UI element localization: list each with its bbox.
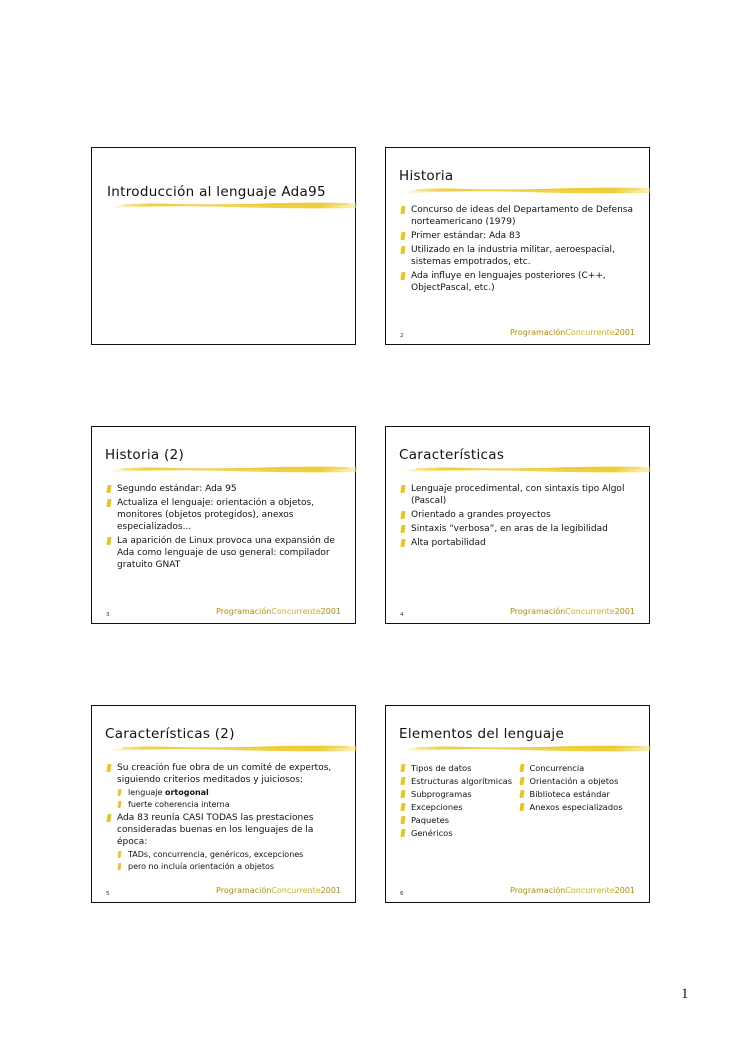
bullet-icon	[400, 246, 405, 254]
slide-content	[400, 483, 637, 551]
list-item: Segundo estándar: Ada 95	[106, 483, 343, 495]
list-item: Concurrencia	[519, 762, 638, 774]
footer-brand: ProgramaciónConcurrente2001	[510, 886, 635, 895]
list-item: Genéricos	[400, 827, 519, 839]
list-item: Biblioteca estándar	[519, 788, 638, 800]
slide-title: Historia	[399, 168, 454, 184]
bullet-icon	[400, 525, 405, 533]
sub-list-item: pero no incluía orientación a objetos	[106, 862, 343, 872]
bullet-icon	[519, 790, 524, 798]
list-item: Estructuras algorítmicas	[400, 775, 519, 787]
bullet-icon	[400, 539, 405, 547]
list-item: Tipos de datos	[400, 762, 519, 774]
sub-list-item: lenguaje ortogonal	[106, 788, 343, 798]
slide-number: 2	[400, 333, 404, 339]
bullet-icon	[106, 814, 111, 822]
sub-bullet-icon	[118, 789, 122, 796]
bullet-icon	[106, 764, 111, 772]
slide-6	[385, 705, 650, 903]
list-item: Concurso de ideas del Departamento de Defensa norteamericano (1979)	[400, 204, 637, 228]
slide-number: 3	[106, 612, 110, 618]
footer-brand: ProgramaciónConcurrente2001	[216, 607, 341, 616]
bullet-icon	[106, 499, 111, 507]
brush-stroke-decoration	[112, 743, 357, 753]
slide-number: 5	[106, 891, 110, 897]
right-column	[519, 762, 638, 840]
list-item: Ada 83 reunía CASI TODAS las prestaciones consideradas buenas en los lenguajes de la época:	[106, 812, 343, 848]
slide-title: Historia (2)	[105, 447, 185, 463]
slide-1	[91, 147, 356, 345]
list-item: Anexos especializados	[519, 801, 638, 813]
sub-list-item: fuerte coherencia interna	[106, 800, 343, 810]
list-item: Subprogramas	[400, 788, 519, 800]
slide-5	[91, 705, 356, 903]
slide-title: Elementos del lenguaje	[399, 726, 565, 742]
bullet-icon	[400, 803, 405, 811]
list-item: Orientación a objetos	[519, 775, 638, 787]
footer-brand: ProgramaciónConcurrente2001	[510, 607, 635, 616]
sub-list-item: TADs, concurrencia, genéricos, excepciones	[106, 850, 343, 860]
bullet-icon	[400, 272, 405, 280]
list-item: Utilizado en la industria militar, aeroespacial, sistemas empotrados, etc.	[400, 244, 637, 268]
left-column	[400, 762, 519, 840]
bullet-icon	[106, 485, 111, 493]
bullet-icon	[400, 485, 405, 493]
slide-number: 4	[400, 612, 404, 618]
brush-stroke-decoration	[406, 743, 651, 753]
bullet-icon	[400, 829, 405, 837]
bullet-icon	[400, 816, 405, 824]
slide-number: 6	[400, 891, 404, 897]
page-number: 1	[681, 986, 689, 1002]
sub-bullet-icon	[118, 863, 122, 870]
slide-content	[400, 204, 637, 296]
slide-title: Características	[399, 447, 505, 463]
bullet-icon	[106, 537, 111, 545]
list-item: Alta portabilidad	[400, 537, 637, 549]
slide-title: Introducción al lenguaje Ada95	[107, 184, 326, 200]
bullet-icon	[400, 790, 405, 798]
list-item: Paquetes	[400, 814, 519, 826]
sub-bullet-icon	[118, 801, 122, 808]
slide-2	[385, 147, 650, 345]
list-item: Primer estándar: Ada 83	[400, 230, 637, 242]
brush-stroke-decoration	[406, 185, 651, 195]
footer-brand: ProgramaciónConcurrente2001	[510, 328, 635, 337]
bullet-icon	[400, 777, 405, 785]
bullet-icon	[519, 764, 524, 772]
slide-3	[91, 426, 356, 624]
slide-4	[385, 426, 650, 624]
bullet-icon	[400, 764, 405, 772]
bullet-icon	[400, 511, 405, 519]
list-item: La aparición de Linux provoca una expansión de Ada como lenguaje de uso general: compilador gratuito GNAT	[106, 535, 343, 571]
slide-content	[106, 762, 343, 874]
list-item: Su creación fue obra de un comité de expertos, siguiendo criterios meditados y juiciosos:	[106, 762, 343, 786]
list-item: Actualiza el lenguaje: orientación a objetos, monitores (objetos protegidos), anexos especializados...	[106, 497, 343, 533]
footer-brand: ProgramaciónConcurrente2001	[216, 886, 341, 895]
sub-bullet-icon	[118, 851, 122, 858]
slide-title: Características (2)	[105, 726, 235, 742]
list-item: Excepciones	[400, 801, 519, 813]
slide-content	[106, 483, 343, 573]
bullet-icon	[400, 232, 405, 240]
brush-stroke-decoration	[406, 464, 651, 474]
list-item: Orientado a grandes proyectos	[400, 509, 637, 521]
bullet-icon	[519, 777, 524, 785]
brush-stroke-decoration	[112, 464, 357, 474]
bullet-icon	[519, 803, 524, 811]
slide-content	[400, 762, 637, 840]
list-item: Lenguaje procedimental, con sintaxis tipo Algol (Pascal)	[400, 483, 637, 507]
bullet-icon	[400, 206, 405, 214]
list-item: Ada influye en lenguajes posteriores (C++, ObjectPascal, etc.)	[400, 270, 637, 294]
list-item: Sintaxis “verbosa”, en aras de la legibilidad	[400, 523, 637, 535]
brush-stroke-decoration	[114, 200, 357, 210]
